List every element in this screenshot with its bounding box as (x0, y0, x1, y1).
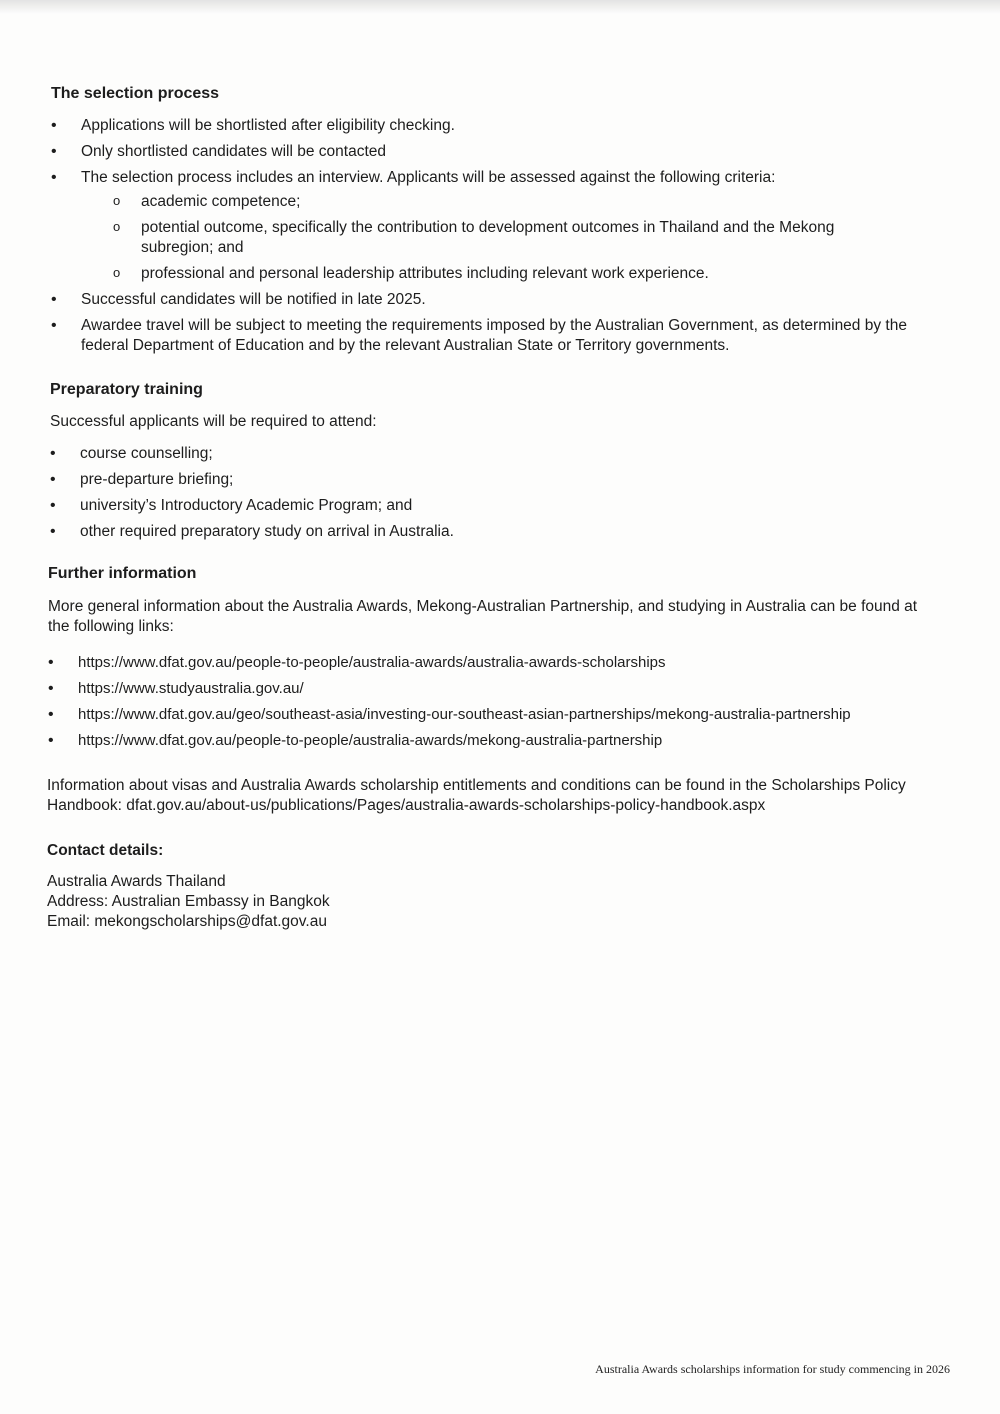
contact-address: Address: Australian Embassy in Bangkok (47, 893, 330, 910)
list-item: • course counselling; (50, 444, 950, 464)
link-item[interactable]: • https://www.dfat.gov.au/people-to-people/australia-awards/mekong-australia-partnership (48, 731, 968, 751)
contact-block (47, 872, 330, 932)
page-footer: Australia Awards scholarships information for study commencing in 2026 (595, 1362, 950, 1376)
contact-org: Australia Awards Thailand (47, 873, 226, 890)
criteria-item: o potential outcome, specifically the contribution to development outcomes in Thailand and the Mekong subregion; and (81, 218, 951, 258)
link-item[interactable]: • https://www.studyaustralia.gov.au/ (48, 679, 968, 699)
training-intro: Successful applicants will be required to attend: (50, 413, 377, 430)
training-heading: Preparatory training (50, 381, 203, 398)
criteria-item: o professional and personal leadership attributes including relevant work experience. (81, 264, 951, 284)
list-item: • pre-departure briefing; (50, 470, 950, 490)
criteria-item: o academic competence; (81, 192, 951, 212)
list-item: • Only shortlisted candidates will be contacted (51, 142, 951, 162)
scan-shadow (0, 0, 1000, 14)
further-heading: Further information (48, 565, 197, 582)
list-item (51, 168, 951, 284)
list-item: • Awardee travel will be subject to meeting the requirements imposed by the Australian Government, as determined by the federal Department of Education and by the relevant Australian State or Territory governments. (51, 316, 951, 356)
contact-email[interactable]: Email: mekongscholarships@dfat.gov.au (47, 913, 327, 930)
list-item: • other required preparatory study on arrival in Australia. (50, 522, 950, 542)
selection-list (51, 116, 951, 356)
criteria-list (81, 192, 951, 284)
further-intro: More general information about the Australia Awards, Mekong-Australian Partnership, and studying in Australia can be found at the following links: (48, 598, 918, 635)
links-list (48, 653, 968, 751)
list-item-text: The selection process includes an interview. Applicants will be assessed against the following criteria: (81, 169, 776, 186)
selection-heading: The selection process (51, 85, 220, 102)
visa-info: Information about visas and Australia Awards scholarship entitlements and conditions can be found in the Scholarships Policy Handbook: dfat.gov.au/about-us/publications/Pages/australia-awards-scholarships-policy-handbook.aspx (47, 777, 906, 814)
contact-heading: Contact details: (47, 842, 164, 859)
training-list (50, 444, 950, 542)
list-item: • university’s Introductory Academic Program; and (50, 496, 950, 516)
list-item: • Applications will be shortlisted after eligibility checking. (51, 116, 951, 136)
link-item[interactable]: • https://www.dfat.gov.au/people-to-people/australia-awards/australia-awards-scholarships (48, 653, 968, 673)
list-item: • Successful candidates will be notified in late 2025. (51, 290, 951, 310)
link-item[interactable]: • https://www.dfat.gov.au/geo/southeast-asia/investing-our-southeast-asian-partnerships/mekong-australia-partnership (48, 705, 968, 725)
